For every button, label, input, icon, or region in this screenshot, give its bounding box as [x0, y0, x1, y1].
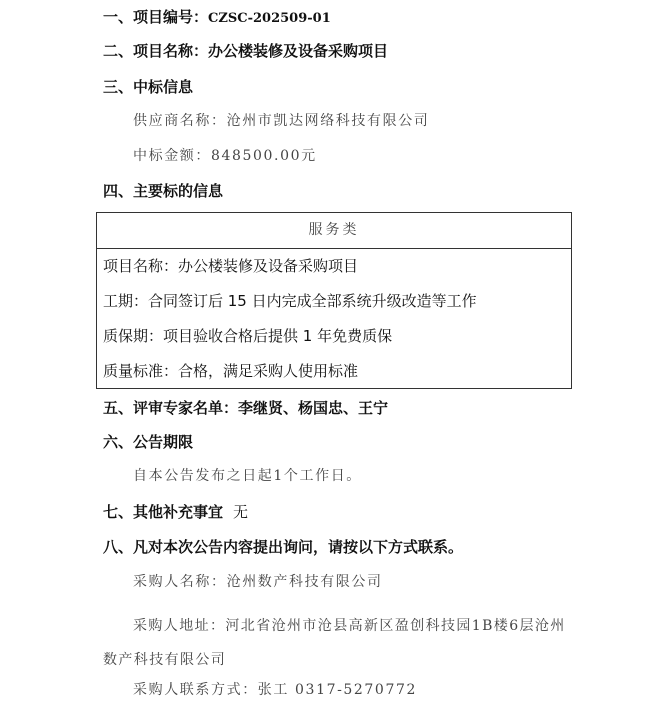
buyer-contact: 采购人联系方式：张工 0317-5270772 — [133, 682, 417, 698]
table-row: 工期：合同签订后 15 日内完成全部系统升级改造等工作 — [103, 292, 477, 310]
buyer-name: 采购人名称：沧州数产科技有限公司 — [133, 574, 383, 590]
section-main-subject: 四、主要标的信息 — [103, 182, 224, 200]
section-label: 一、项目编号： — [103, 8, 209, 26]
table-row: 质量标准：合格，满足采购人使用标准 — [103, 362, 359, 380]
section-label: 七、其他补充事宜 — [103, 503, 224, 521]
section-project-name: 二、项目名称：办公楼装修及设备采购项目 — [103, 42, 389, 60]
notice-period-text: 自本公告发布之日起1个工作日。 — [133, 468, 362, 484]
other-matters-text: 无 — [233, 503, 249, 521]
project-number: CZSC-202509-01 — [208, 11, 331, 26]
table-row: 质保期：项目验收合格后提供 1 年免费质保 — [103, 327, 393, 345]
table-header: 服务类 — [97, 213, 571, 249]
section-project-number — [103, 7, 331, 29]
section-other-matters — [103, 502, 248, 522]
winning-amount: 中标金额：848500.00元 — [133, 148, 317, 164]
section-experts: 五、评审专家名单：李继贤、杨国忠、王宁 — [103, 399, 389, 417]
supplier-name: 供应商名称：沧州市凯达网络科技有限公司 — [133, 113, 430, 129]
table-row: 项目名称：办公楼装修及设备采购项目 — [103, 257, 359, 275]
buyer-address: 采购人地址：河北省沧州市沧县高新区盈创科技园1B楼6层沧州数产科技有限公司 — [103, 618, 566, 668]
section-notice-period: 六、公告期限 — [103, 433, 194, 451]
section-winning-info: 三、中标信息 — [103, 78, 194, 96]
subject-table — [96, 212, 572, 389]
section-contact: 八、凡对本次公告内容提出询问，请按以下方式联系。 — [103, 538, 464, 556]
